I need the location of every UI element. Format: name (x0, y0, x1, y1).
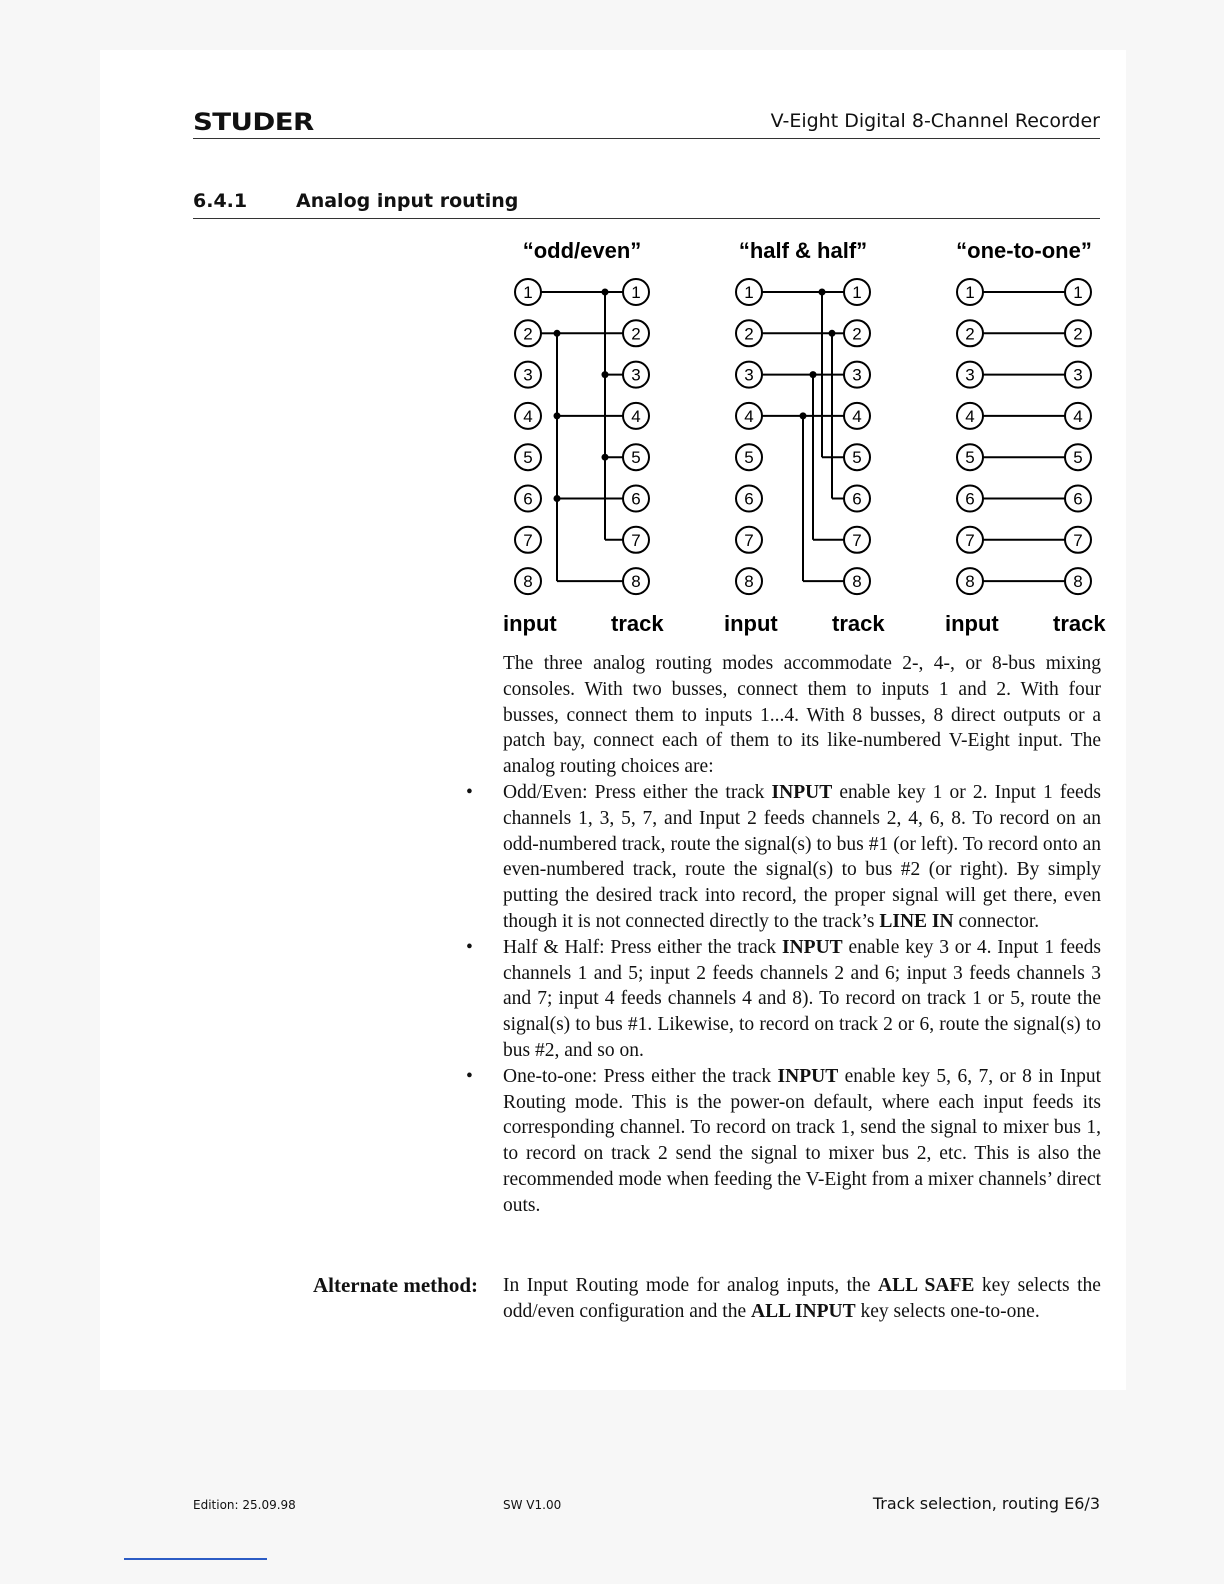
studer-logo: STUDER (193, 108, 314, 136)
input-number: 6 (523, 489, 533, 509)
input-number: 4 (523, 406, 533, 426)
section-number: 6.4.1 (193, 190, 248, 212)
track-number: 5 (631, 448, 641, 468)
input-label: input (724, 611, 778, 636)
config-title: “one-to-one” (956, 238, 1092, 263)
track-number: 5 (1073, 448, 1083, 468)
input-number: 1 (744, 283, 754, 302)
scroll-indicator (124, 1558, 267, 1560)
input-number: 2 (965, 324, 975, 344)
input-number: 4 (744, 406, 754, 426)
track-number: 4 (631, 406, 641, 426)
track-number: 8 (1073, 572, 1083, 592)
footer-software-version: SW V1.00 (503, 1498, 562, 1512)
bullet-half-half: • Half & Half: Press either the track INPUT enable key 3 or 4. Input 1 feeds channels 1 and 5; input 2 feeds channels 2 and 6; input 3 feeds channels 3 and 7; input 4 feeds channels 4 and 8). To record on track 1 or 5, route the signal(s) to bus #1. Likewise, to record on track 2 or 6, route the signal(s) to bus #2, and so on. (466, 936, 1101, 1061)
track-number: 1 (852, 283, 862, 302)
input-number: 3 (744, 365, 754, 385)
config-title: “half & half” (738, 238, 868, 263)
bullet-odd-even: • Odd/Even: Press either the track INPUT enable key 1 or 2. Input 1 feeds channels 1, 3, 5, 7, and Input 2 feeds channels 2, 4, 6, 8. To record on an odd-numbered track, route the signal(s) to bus #1 (or left). To record onto an even-numbered track, route the signal(s) to bus #2 (or right). By simply putting the desired track into record, the proper signal will get there, even though it is not connected directly to the track’s LINE IN connector. (466, 782, 1101, 932)
track-number: 2 (852, 324, 862, 344)
input-number: 8 (965, 572, 975, 592)
track-number: 3 (852, 365, 862, 385)
document-title: V-Eight Digital 8-Channel Recorder (770, 110, 1100, 132)
bullet-marker: • (466, 1065, 473, 1087)
input-number: 6 (965, 489, 975, 509)
input-number: 6 (744, 489, 754, 509)
bullet-marker: • (466, 936, 473, 958)
input-label: input (945, 611, 999, 636)
track-label: track (1053, 611, 1106, 636)
footer-edition: Edition: 25.09.98 (193, 1498, 296, 1512)
input-number: 7 (523, 530, 533, 550)
track-number: 2 (1073, 324, 1083, 344)
section-title: Analog input routing (296, 190, 519, 212)
track-number: 3 (1073, 365, 1083, 385)
track-number: 3 (631, 365, 641, 385)
intro-paragraph: The three analog routing modes accommodate 2-, 4-, or 8-bus mixing consoles. With two busses, connect them to inputs 1 and 2. With four busses, connect them to inputs 1...4. With 8 busses, 8 direct outputs or a patch bay, connect each of them to its like-numbered V-Eight input. The analog routing choices are: (503, 653, 1101, 778)
track-label: track (611, 611, 664, 636)
track-number: 1 (631, 283, 641, 302)
input-number: 1 (523, 283, 533, 302)
input-label: input (503, 611, 557, 636)
alternate-method-text: In Input Routing mode for analog inputs, the ALL SAFE key selects the odd/even configuration and the ALL INPUT key selects one-to-one. (503, 1275, 1101, 1322)
input-number: 5 (744, 448, 754, 468)
track-number: 6 (852, 489, 862, 509)
input-number: 3 (965, 365, 975, 385)
header-rule (193, 138, 1100, 139)
track-number: 4 (1073, 406, 1083, 426)
input-number: 4 (965, 406, 975, 426)
routing-choices-list (466, 780, 1101, 1219)
input-number: 8 (523, 572, 533, 592)
alternate-method-label: Alternate method: (312, 1273, 478, 1297)
bullet-marker: • (466, 782, 473, 803)
input-number: 2 (523, 324, 533, 344)
footer-page-label: Track selection, routing E6/3 (872, 1494, 1100, 1513)
track-number: 5 (852, 448, 862, 468)
track-number: 1 (1073, 283, 1083, 302)
input-number: 3 (523, 365, 533, 385)
routing-diagram (490, 228, 1110, 648)
track-number: 7 (631, 530, 641, 550)
track-number: 6 (631, 489, 641, 509)
bullet-one-to-one: • One-to-one: Press either the track INPUT enable key 5, 6, 7, or 8 in Input Routing mode. This is the power-on default, where each input feeds its corresponding channel. To record on track 1, send the signal to mixer bus 1, to record on track 2 send the signal to mixer bus 2, etc. This is also the recommended mode when feeding the V-Eight from a mixer channels’ direct outs. (466, 1065, 1101, 1216)
input-number: 5 (965, 448, 975, 468)
track-label: track (832, 611, 885, 636)
input-number: 7 (744, 530, 754, 550)
track-number: 8 (852, 572, 862, 592)
track-number: 4 (852, 406, 862, 426)
input-number: 2 (744, 324, 754, 344)
track-number: 6 (1073, 489, 1083, 509)
track-number: 8 (631, 572, 641, 592)
track-number: 7 (1073, 530, 1083, 550)
track-number: 7 (852, 530, 862, 550)
config-title: “odd/even” (522, 238, 642, 263)
section-rule (193, 218, 1100, 219)
input-number: 5 (523, 448, 533, 468)
track-number: 2 (631, 324, 641, 344)
input-number: 8 (744, 572, 754, 592)
input-number: 1 (965, 283, 975, 302)
input-number: 7 (965, 530, 975, 550)
